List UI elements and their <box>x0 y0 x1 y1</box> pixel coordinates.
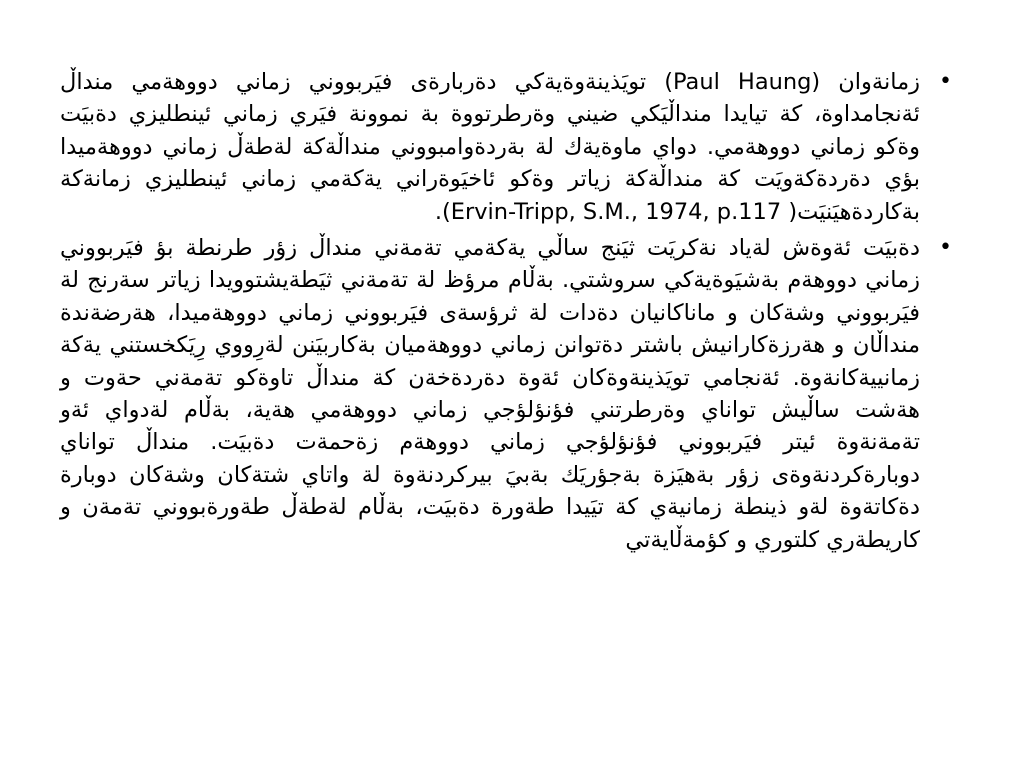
bullet-marker: • <box>939 69 952 94</box>
bullet-item-2 <box>60 232 952 556</box>
bullet-text: دةبيَت ئةوةش لةياد نةكريَت ثيَنج ساڵي يةكةمي تةمةني منداڵ زؤر طرنطة بؤ فيَربووني زماني دووهةم بةشيَوةيةكي سروشتي. بةڵام مرؤظ لة تةمةني ثيَطةيشتوويدا زياتر سةرنج لة فيَربووني وشةكان و ماناكانيان دةدات لة ثرؤسةى فيَربووني زماني دووهةميدا، هةرضةندة منداڵان و هةرزةكارانيش باشتر دةتوانن زماني دووهةميان بةكاربيَنن لةرِووي رِيَكخستني يةكة زمانييةكانةوة. ئةنجامي تويَذينةوةكان ئةوة دةردةخةن كة منداڵ تاوةكو تةمةني حةوت و هةشت ساڵيش تواناي وةرطرتني فؤنؤلؤجي زماني دووهةمي هةية، بةڵام لةدواي ئةو تةمةنةوة ئيتر فيَربووني فؤنؤلؤجي زماني دووهةم زةحمةت دةبيَت. منداڵ تواناي دوبارةكردنةوةى زؤر بةهيَزة بةجؤريَك بةبيَ بيركردنةوة لة واتاي شتةكان وشةكان دوبارة دةكاتةوة لةو ذينطة زمانيةي كة تيَيدا طةورة دةبيَت، بةڵام لةطةڵ طةورةبووني تةمةن و كاريطةري كلتوري و كؤمةڵايةتي <box>60 235 920 553</box>
bullet-text: زمانةوان (Paul Haung) تويَذينةوةيةكي دةربارةى فيَربووني زماني دووهةمي منداڵ ئةنجامداوة، كة تيايدا منداڵيَكي ضيني وةرطرتووة بة نموونة فيَري زماني ئينطليزي دةبيَت وةكو زماني دووهةمي. دواي ماوةيةك لة بةردةوامبووني منداڵةكة لةطةڵ زماني دووهةميدا بؤي دةردةكةويَت كة منداڵةكة زياتر وةكو ئاخيَوةراني يةكةمي زماني ئينطليزي زمانةكة بةكاردةهيَنيَت( Ervin-Tripp, S.M., 1974, p.117). <box>60 69 921 225</box>
bullet-marker: • <box>939 235 952 261</box>
bullet-list <box>60 66 956 560</box>
bullet-item-1 <box>60 66 952 228</box>
